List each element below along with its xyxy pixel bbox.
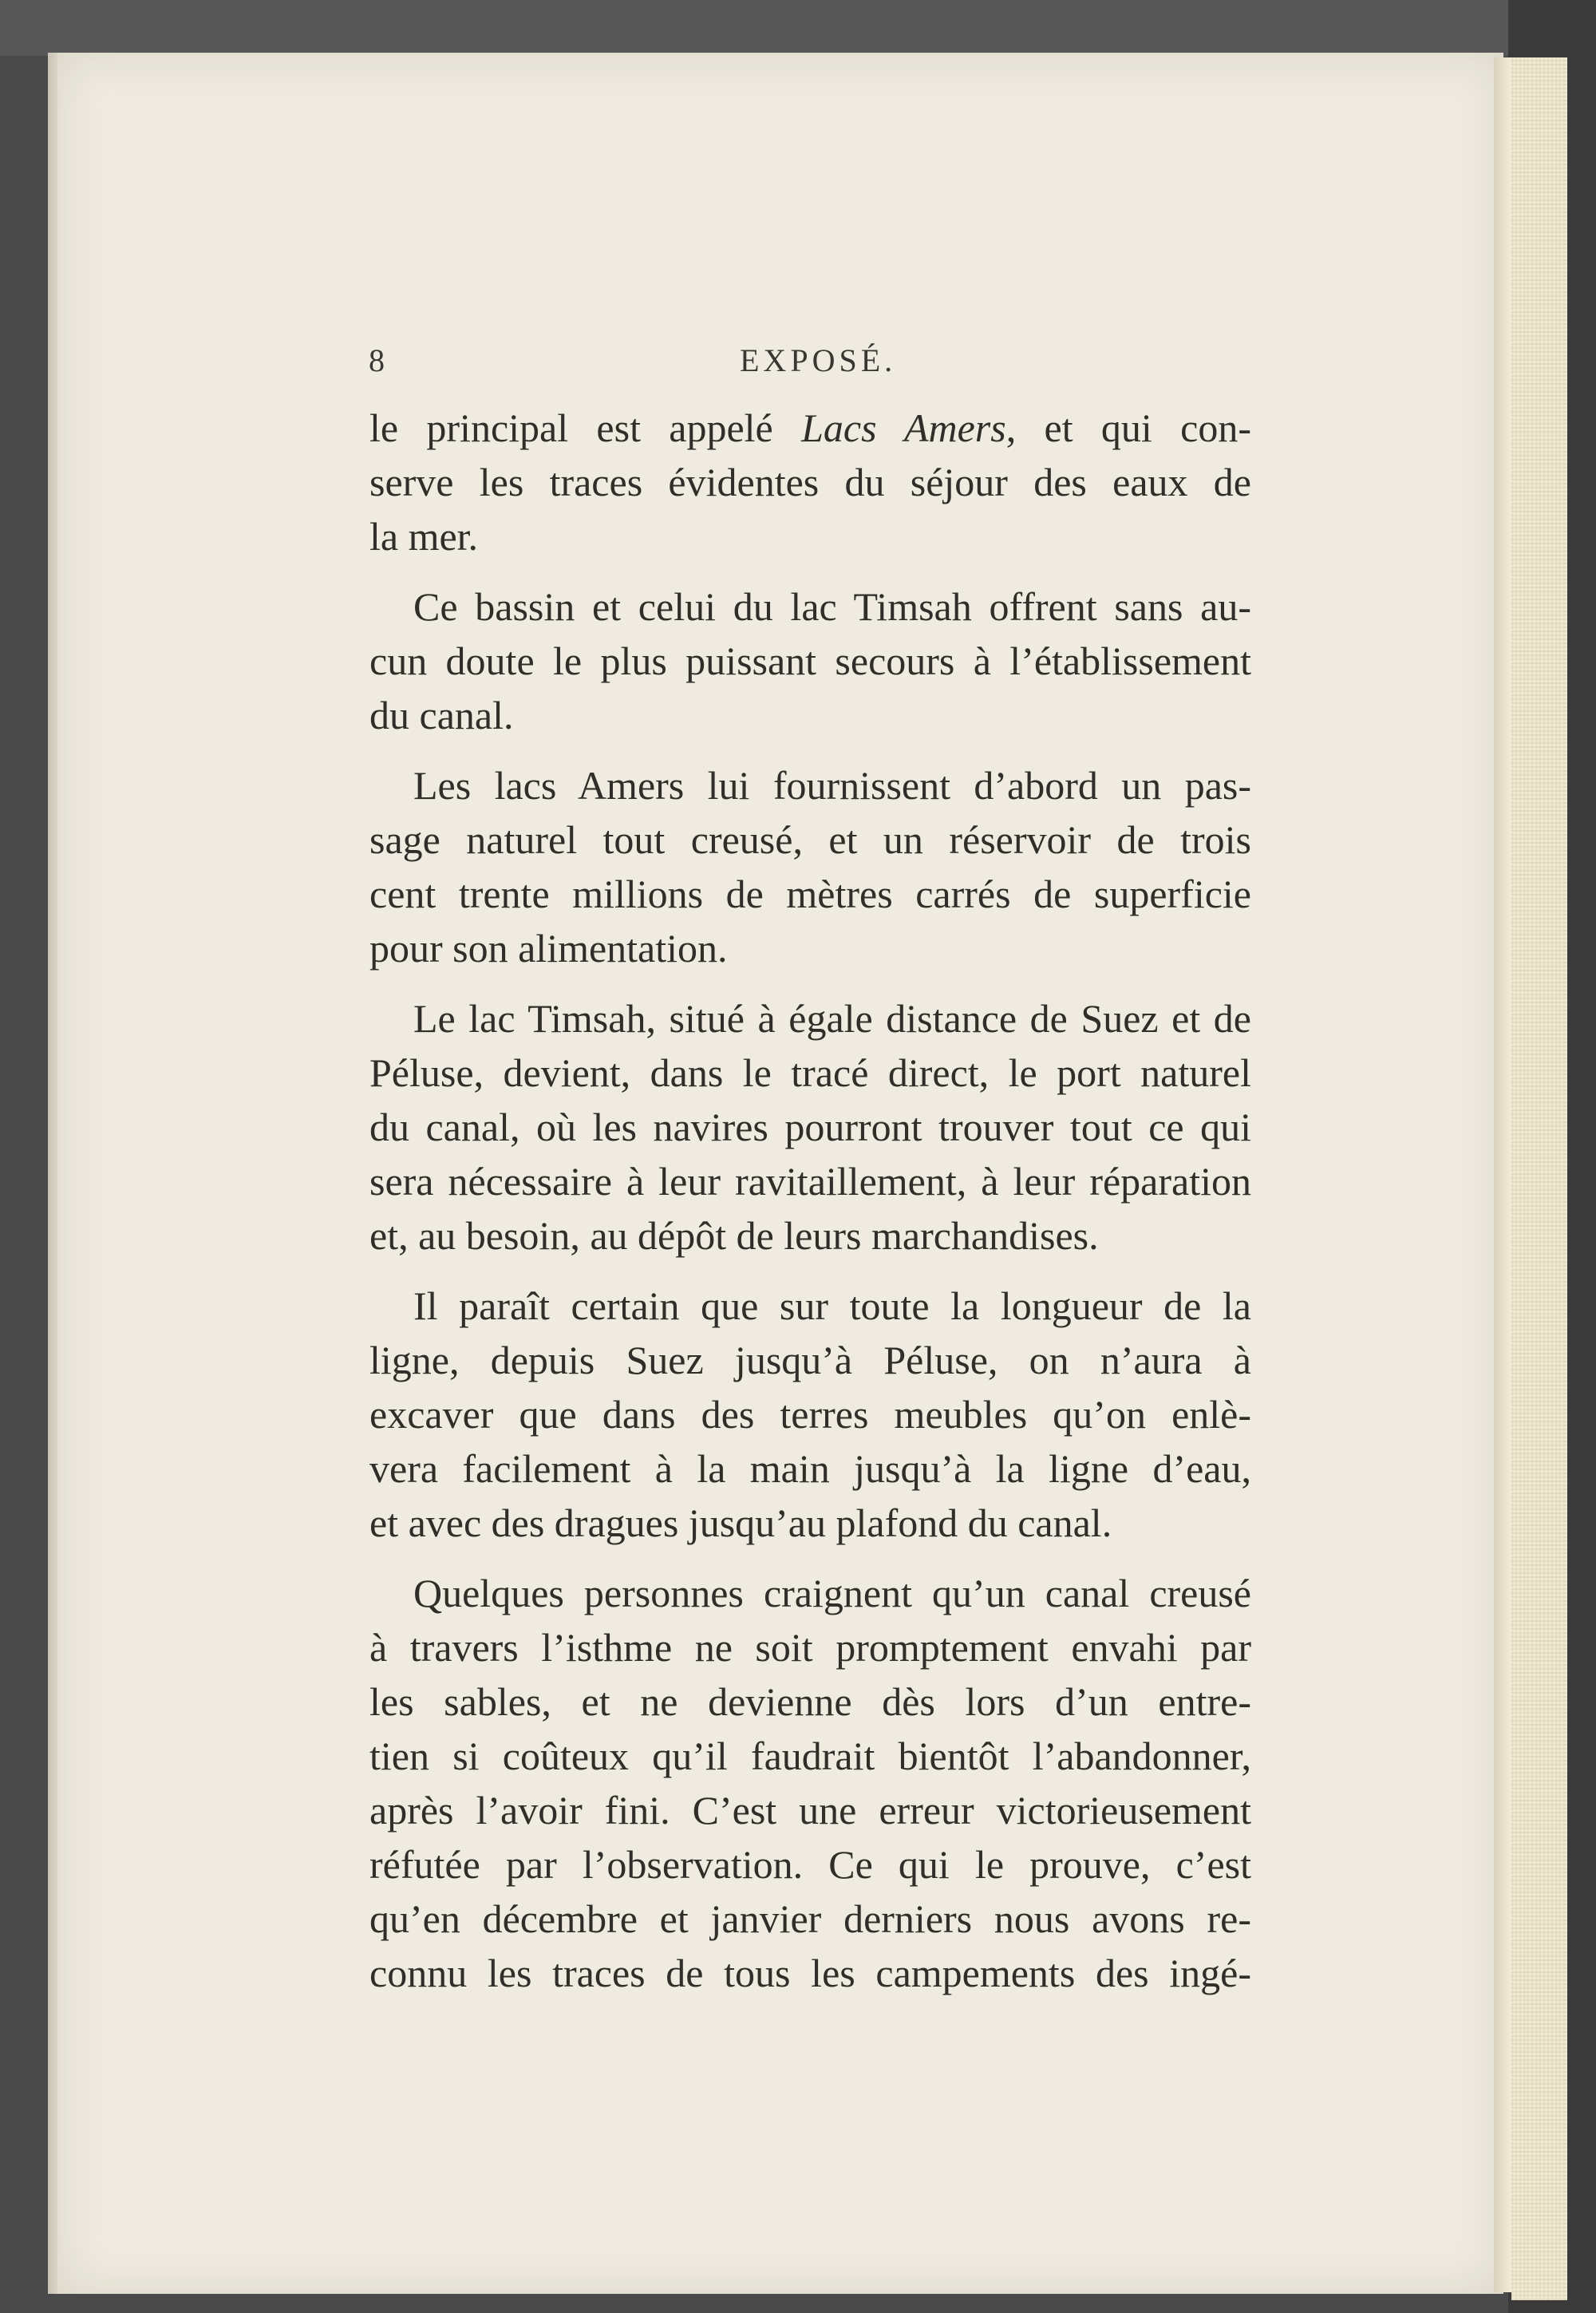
text-line: ligne, depuis Suez jusqu’à Péluse, on n’aura à: [369, 1338, 1251, 1382]
text-line: Il paraît certain que sur toute la longueur de la: [413, 1283, 1251, 1328]
text-line: après l’avoir fini. C’est une erreur victorieusement: [369, 1788, 1251, 1833]
text-line: et avec des dragues jusqu’au plafond du canal.: [369, 1500, 1112, 1545]
text-line: connu les traces de tous les campements des ingé-: [369, 1951, 1251, 1995]
text-line: sera nécessaire à leur ravitaillement, à leur réparation: [369, 1159, 1251, 1204]
text-line: à travers l’isthme ne soit promptement envahi par: [369, 1625, 1251, 1670]
text-line: qu’en décembre et janvier derniers nous avons re-: [369, 1896, 1251, 1941]
text-line: Les lacs Amers lui fournissent d’abord un pas-: [413, 763, 1251, 808]
text-line: excaver que dans des terres meubles qu’on enlè-: [369, 1392, 1251, 1437]
text-line: cun doute le plus puissant secours à l’établissement: [369, 639, 1251, 683]
text-line: du canal.: [369, 693, 514, 737]
text-line: cent trente millions de mètres carrés de superficie: [369, 872, 1251, 916]
text-line: les sables, et ne devienne dès lors d’un entre-: [369, 1679, 1251, 1724]
book-binding-cloth: [1511, 57, 1567, 2300]
text-line: la mer.: [369, 514, 479, 559]
text-line: et, au besoin, au dépôt de leurs marchandises.: [369, 1213, 1099, 1258]
page-number: 8: [369, 342, 385, 378]
section-title: EXPOSÉ.: [740, 342, 897, 378]
text-line: Le lac Timsah, situé à égale distance de Suez et de: [413, 996, 1251, 1041]
italic-term: Lacs Amers: [801, 405, 1006, 450]
page-gutter: [1494, 57, 1511, 2292]
body-text: [369, 401, 1251, 2000]
text-line: Quelques personnes craignent qu’un canal creusé: [413, 1571, 1251, 1615]
text-line: sage naturel tout creusé, et un réservoir de trois: [369, 817, 1251, 862]
running-head: [369, 342, 1246, 389]
text-line: tien si coûteux qu’il faudrait bientôt l’abandonner,: [369, 1734, 1251, 1778]
text-line: le principal est appelé Lacs Amers, et qui con-: [369, 405, 1251, 450]
text-line: réfutée par l’observation. Ce qui le prouve, c’est: [369, 1842, 1251, 1887]
text-line: serve les traces évidentes du séjour des eaux de: [369, 460, 1251, 504]
text-line: Péluse, devient, dans le tracé direct, le port naturel: [369, 1050, 1251, 1095]
text-line: pour son alimentation.: [369, 926, 728, 971]
text-line: du canal, où les navires pourront trouver tout ce qui: [369, 1105, 1251, 1149]
text-line: Ce bassin et celui du lac Timsah offrent sans au-: [413, 584, 1251, 629]
text-line: vera facilement à la main jusqu’à la ligne d’eau,: [369, 1446, 1251, 1491]
scan-backdrop-top: [0, 0, 1596, 56]
